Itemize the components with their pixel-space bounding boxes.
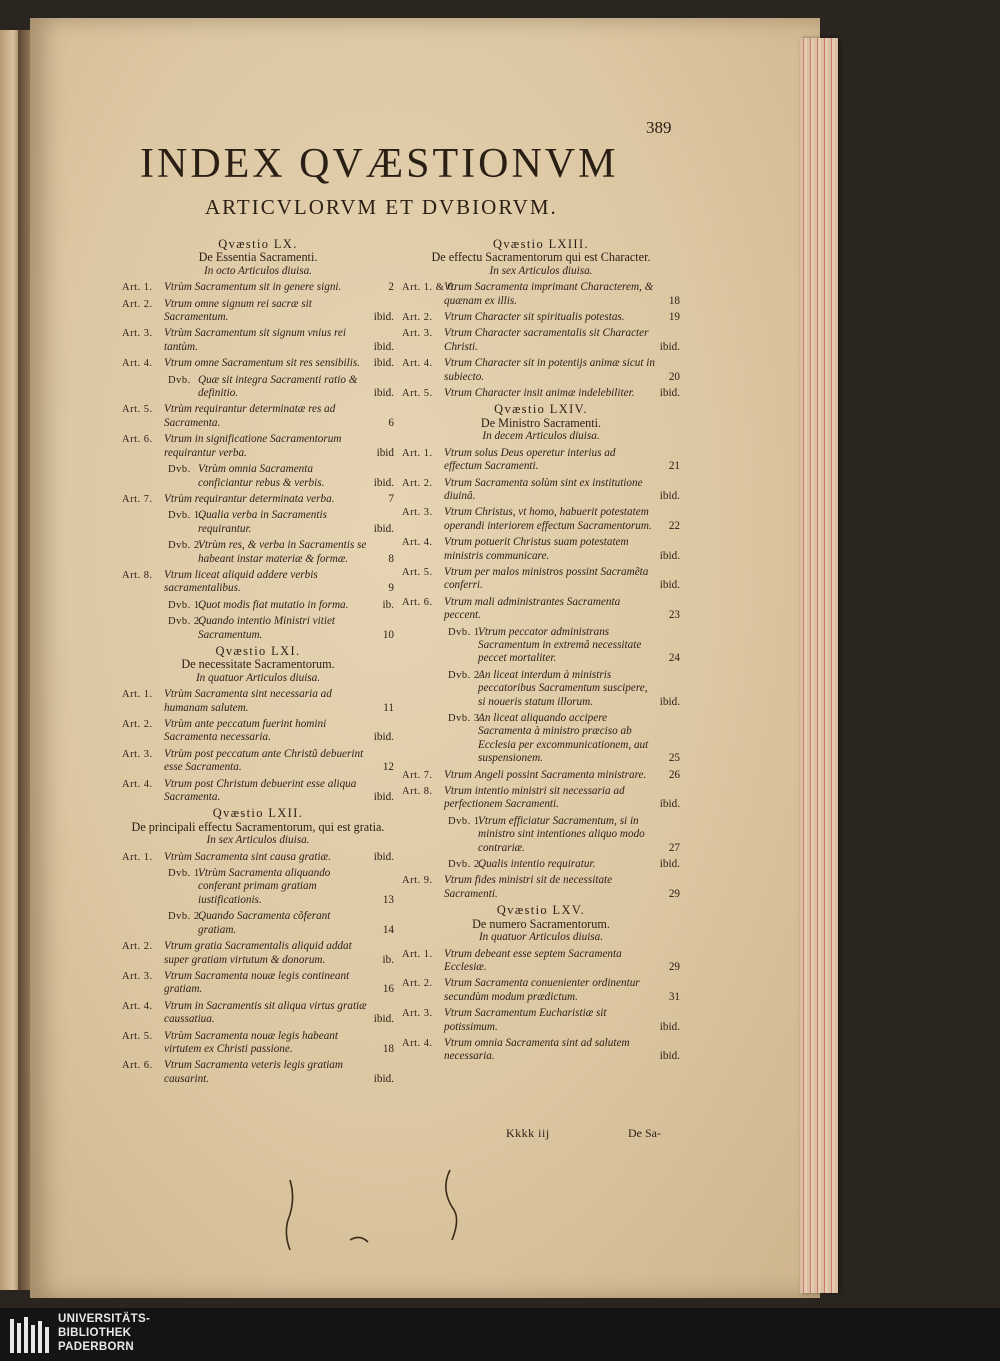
entry-text: Vtrùm Sacramenta sint necessaria ad humanam salutem. 11 bbox=[164, 688, 394, 714]
dubium-entry bbox=[448, 712, 680, 766]
entry-label: Art. 3. bbox=[122, 970, 153, 982]
entry-label: Art. 8. bbox=[402, 786, 433, 798]
entry-text: Vtrum gratia Sacramentalis aliquid addat super gratiam virtutum & donorum. ib. bbox=[164, 940, 394, 966]
article-entry bbox=[402, 387, 680, 400]
entry-text: Vtrùm Sacramenta sint causa gratiæ. ibid. bbox=[164, 850, 394, 863]
question-title: De Ministro Sacramenti. bbox=[480, 415, 602, 430]
entry-text: Vtrum Character sit spiritualis potestas. 19 bbox=[444, 311, 680, 324]
entry-label: Art. 4. bbox=[402, 358, 433, 370]
entry-text: Vtrum Character insit animæ indelebiliter. ibid. bbox=[444, 387, 680, 400]
entry-text: Vtrum omne Sacramentum sit res sensibilis. ibid. bbox=[164, 357, 394, 370]
entry-text: Quot modis fiat mutatio in forma. ib. bbox=[198, 598, 394, 611]
article-entry bbox=[402, 281, 680, 308]
entry-label: Art. 4. bbox=[402, 537, 433, 549]
article-entry bbox=[122, 688, 394, 715]
entry-text: Vtrùm res, & verba in Sacramentis se habeant instar materiæ & formæ. 8 bbox=[198, 539, 394, 565]
entry-label: Art. 2. bbox=[402, 477, 433, 489]
entry-page-ref: 25 bbox=[668, 752, 680, 765]
entry-page-ref: ibid. bbox=[373, 340, 394, 353]
question-title: De necessitate Sacramentorum. bbox=[181, 657, 335, 672]
entry-label: Art. 1. & 6. bbox=[402, 282, 457, 294]
entry-page-ref: 22 bbox=[668, 519, 680, 532]
entry-label: Art. 9. bbox=[402, 875, 433, 887]
entry-label: Art. 2. bbox=[402, 978, 433, 990]
article-entry bbox=[122, 851, 394, 864]
question-section bbox=[402, 238, 680, 400]
entry-label: Art. 1. bbox=[122, 282, 153, 294]
entry-text: Vtrum fides ministri sit de necessitate Sacramenti. 29 bbox=[444, 874, 680, 900]
entry-label: Dvb. 1. bbox=[168, 868, 203, 880]
entry-page-ref: ibid bbox=[376, 446, 394, 459]
dubium-entry bbox=[168, 509, 394, 536]
entry-label: Dvb. 2. bbox=[168, 616, 203, 628]
question-title: De effectu Sacramentorum qui est Character. bbox=[431, 250, 651, 265]
entry-label: Dvb. bbox=[168, 464, 191, 476]
page-title: INDEX QVÆSTIONVM bbox=[140, 141, 619, 187]
index-column-left bbox=[122, 236, 394, 1089]
dubium-entry bbox=[168, 910, 394, 937]
entry-text: Vtrùm omnia Sacramenta conficiantur rebus & verbis. ibid. bbox=[198, 463, 394, 489]
entry-page-ref: 27 bbox=[668, 841, 680, 854]
entry-label: Art. 2. bbox=[122, 719, 153, 730]
entry-page-ref: 31 bbox=[668, 990, 680, 1003]
entry-text: Vtrum omne signum rei sacræ sit Sacramentum. ibid. bbox=[164, 297, 394, 324]
dubium-entry bbox=[168, 867, 394, 907]
question-division-note: In quatuor Articulos diuisa. bbox=[478, 931, 604, 944]
entry-page-ref: 12 bbox=[382, 761, 394, 774]
entry-page-ref: ibid. bbox=[373, 1013, 394, 1026]
entry-text: Vtrum post Christum debuerint esse aliqua Sacramenta. ibid. bbox=[164, 777, 394, 804]
entry-text: Vtrum intentio ministri sit necessaria ad perfectionem Sacramenti. ibid. bbox=[444, 785, 680, 811]
entry-page-ref: ibid. bbox=[659, 1020, 680, 1033]
entry-page-ref: 24 bbox=[668, 652, 680, 665]
entry-page-ref: 29 bbox=[668, 887, 680, 900]
dubium-entry bbox=[448, 858, 680, 871]
entry-text: Vtrùm Sacramentum sit in genere signi. 2 bbox=[164, 281, 394, 294]
entry-page-ref: 20 bbox=[668, 370, 680, 383]
entry-label: Art. 3. bbox=[402, 507, 433, 519]
entry-text: Vtrùm Sacramentum sit signum vnius rei tantùm. ibid. bbox=[164, 327, 394, 353]
dubium-entry bbox=[168, 539, 394, 566]
article-entry bbox=[122, 1059, 394, 1086]
entry-page-ref: 13 bbox=[382, 893, 394, 906]
entry-text: Vtrum liceat aliquid addere verbis sacramentalibus. 9 bbox=[164, 568, 394, 595]
entry-label: Dvb. 2. bbox=[168, 540, 203, 552]
entry-label: Dvb. 1. bbox=[448, 626, 483, 638]
entry-label: Art. 3. bbox=[122, 328, 153, 340]
entry-label: Dvb. 2. bbox=[168, 911, 203, 923]
entry-text: Vtrum Sacramenta nouæ legis contineant gratiam. 16 bbox=[164, 969, 394, 996]
page-edges-red bbox=[800, 38, 838, 1293]
entry-text: Vtrum Sacramenta veteris legis gratiam causarint. ibid. bbox=[164, 1059, 394, 1085]
entry-text: Quando Sacramenta cõferant gratiam. 14 bbox=[198, 910, 394, 936]
entry-label: Art. 2. bbox=[122, 941, 153, 953]
entry-page-ref: ibid. bbox=[373, 476, 394, 489]
question-heading: Qvæstio LX. bbox=[218, 237, 298, 251]
article-entry bbox=[122, 778, 394, 805]
article-entry bbox=[122, 748, 394, 775]
question-heading: Qvæstio LXV. bbox=[496, 903, 586, 918]
entry-page-ref: ibid. bbox=[659, 1050, 680, 1063]
entry-page-ref: 21 bbox=[668, 460, 680, 473]
entry-page-ref: 18 bbox=[668, 294, 680, 307]
article-entry bbox=[122, 718, 394, 745]
dubium-entry bbox=[168, 374, 394, 401]
entry-label: Dvb. 1. bbox=[168, 510, 203, 522]
article-entry bbox=[402, 536, 680, 563]
entry-label: Art. 6. bbox=[402, 596, 433, 608]
entry-page-ref: ib. bbox=[382, 598, 394, 611]
question-section bbox=[402, 904, 680, 1063]
entry-page-ref: ibid. bbox=[659, 798, 680, 811]
entry-label: Art. 1. bbox=[122, 689, 153, 701]
entry-text: Vtrùm ante peccatum fuerint homini Sacramenta necessaria. ibid. bbox=[164, 718, 394, 744]
entry-page-ref: 2 bbox=[388, 281, 394, 294]
entry-text: Qualia verba in Sacramentis requirantur. ibid. bbox=[198, 509, 394, 535]
entry-text: Vtrum solus Deus operetur interius ad effectum Sacramenti. 21 bbox=[444, 446, 680, 473]
entry-text: Vtrum potuerit Christus suam potestatem ministris communicare. ibid. bbox=[444, 536, 680, 562]
entry-page-ref: ibid. bbox=[373, 731, 394, 744]
question-section bbox=[122, 645, 394, 804]
entry-page-ref: ibid. bbox=[373, 522, 394, 535]
entry-page-ref: ibid. bbox=[373, 357, 394, 370]
entry-text: Vtrum Character sit in potentijs animæ sicut in subiecto. 20 bbox=[444, 357, 680, 383]
entry-label: Art. 5. bbox=[122, 1030, 153, 1042]
entry-text: Qualis intentio requiratur. ibid. bbox=[478, 858, 680, 871]
dubium-entry bbox=[168, 615, 394, 642]
article-entry bbox=[402, 874, 680, 901]
article-entry bbox=[122, 493, 394, 506]
article-entry bbox=[402, 769, 680, 782]
entry-page-ref: ibid. bbox=[373, 850, 394, 863]
article-entry bbox=[122, 970, 394, 997]
dubium-entry bbox=[168, 463, 394, 490]
dubium-entry bbox=[448, 669, 680, 709]
entry-page-ref: 10 bbox=[382, 628, 394, 641]
entry-label: Art. 7. bbox=[122, 493, 153, 505]
entry-page-ref: ibid. bbox=[373, 387, 394, 400]
article-entry bbox=[402, 447, 680, 474]
entry-label: Art. 8. bbox=[122, 569, 153, 581]
question-heading: Qvæstio LXI. bbox=[215, 643, 301, 658]
article-entry bbox=[402, 977, 680, 1004]
entry-page-ref: ibid. bbox=[659, 549, 680, 562]
entry-page-ref: 18 bbox=[382, 1042, 394, 1055]
entry-text: Vtrùm Sacramenta aliquando conferant primam gratiam iustificationis. 13 bbox=[198, 867, 394, 906]
question-title: De Essentia Sacramenti. bbox=[198, 250, 318, 265]
entry-page-ref: 9 bbox=[388, 582, 394, 595]
entry-label: Dvb. bbox=[168, 374, 191, 386]
article-entry bbox=[402, 477, 680, 504]
entry-text: Quæ sit integra Sacramenti ratio & definitio. ibid. bbox=[198, 373, 394, 400]
question-section bbox=[122, 238, 394, 642]
entry-page-ref: 11 bbox=[383, 701, 394, 714]
library-name bbox=[58, 1312, 150, 1354]
entry-text: Vtrum peccator administrans Sacramentum in extremâ necessitate peccet mortaliter. 24 bbox=[478, 625, 680, 665]
article-entry bbox=[122, 433, 394, 460]
entry-label: Art. 5. bbox=[402, 566, 433, 578]
entry-label: Art. 7. bbox=[402, 769, 433, 781]
entry-label: Art. 2. bbox=[122, 298, 153, 310]
entry-text: Vtrum efficiatur Sacramentum, si in ministro sint intentiones aliquo modo contrariæ. 27 bbox=[478, 814, 680, 854]
article-entry bbox=[122, 281, 394, 294]
entry-text: Vtrum Sacramenta imprimant Characterem, & quænam ex illis. 18 bbox=[444, 281, 680, 307]
entry-page-ref: ibid. bbox=[659, 489, 680, 502]
entry-label: Dvb. 3. bbox=[448, 713, 483, 724]
entry-label: Art. 3. bbox=[402, 328, 433, 340]
entry-page-ref: 6 bbox=[388, 416, 394, 429]
entry-label: Art. 6. bbox=[122, 1060, 153, 1072]
library-name-line: UNIVERSITÄTS- bbox=[58, 1313, 151, 1325]
question-division-note: In decem Articulos diuisa. bbox=[482, 430, 600, 443]
dubium-entry bbox=[448, 815, 680, 855]
entry-text: Vtrum in significatione Sacramentorum requirantur verba. ibid bbox=[164, 433, 394, 459]
entry-page-ref: ibid. bbox=[373, 1072, 394, 1085]
entry-page-ref: 19 bbox=[668, 311, 680, 324]
entry-label: Art. 4. bbox=[402, 1037, 433, 1049]
article-entry bbox=[402, 948, 680, 975]
entry-page-ref: 23 bbox=[668, 609, 680, 622]
question-section bbox=[402, 403, 680, 901]
entry-page-ref: ibid. bbox=[659, 858, 680, 871]
article-entry bbox=[402, 785, 680, 812]
entry-text: Vtrum mali administrantes Sacramenta peccent. 23 bbox=[444, 595, 680, 622]
article-entry bbox=[122, 940, 394, 967]
entry-text: Vtrùm post peccatum ante Christũ debuerint esse Sacramenta. 12 bbox=[164, 747, 394, 774]
entry-label: Art. 6. bbox=[122, 434, 153, 446]
printer-signature: Kkkk iij bbox=[506, 1126, 550, 1140]
entry-label: Dvb. 2. bbox=[448, 669, 483, 681]
page-subtitle: ARTICVLORVM ET DVBIORVM. bbox=[205, 195, 558, 219]
entry-label: Dvb. 1. bbox=[168, 599, 203, 611]
entry-text: Vtrum Christus, vt homo, habuerit potestatem operandi interiorem effectum Sacramentorum. 22 bbox=[444, 506, 680, 532]
entry-page-ref: ibid. bbox=[659, 695, 680, 708]
question-heading: Qvæstio LXII. bbox=[212, 806, 304, 821]
entry-page-ref: ibid. bbox=[373, 311, 394, 324]
entry-label: Art. 5. bbox=[402, 388, 433, 400]
page-number: 389 bbox=[646, 118, 672, 137]
article-entry bbox=[122, 357, 394, 370]
entry-text: Vtrum Character sacramentalis sit Character Christi. ibid. bbox=[444, 327, 680, 353]
question-section bbox=[122, 807, 394, 1086]
entry-page-ref: 7 bbox=[388, 492, 394, 505]
entry-label: Art. 2. bbox=[402, 312, 433, 324]
entry-text: Vtrum omnia Sacramenta sint ad salutem necessaria. ibid. bbox=[444, 1036, 680, 1063]
entry-text: Vtrùm Sacramenta nouæ legis habeant virtutem ex Christi passione. 18 bbox=[164, 1029, 394, 1055]
entry-page-ref: 8 bbox=[388, 552, 394, 565]
entry-label: Art. 1. bbox=[122, 851, 153, 863]
entry-label: Art. 4. bbox=[122, 1000, 153, 1012]
entry-page-ref: 16 bbox=[382, 983, 394, 996]
entry-page-ref: 29 bbox=[668, 960, 680, 973]
margin-scribble-mark bbox=[250, 1160, 550, 1260]
question-title: De numero Sacramentorum. bbox=[472, 916, 610, 931]
entry-text: Vtrum in Sacramentis sit aliqua virtus gratiæ caussatiua. ibid. bbox=[164, 999, 394, 1026]
article-entry bbox=[122, 403, 394, 430]
entry-page-ref: ibid. bbox=[659, 340, 680, 353]
entry-page-ref: ibid. bbox=[373, 791, 394, 804]
article-entry bbox=[122, 1030, 394, 1057]
entry-label: Art. 5. bbox=[122, 404, 153, 416]
question-title: De principali effectu Sacramentorum, qui est gratia. bbox=[131, 819, 385, 834]
entry-label: Dvb. 2. bbox=[448, 859, 483, 871]
entry-text: Vtrum Sacramentum Eucharistiæ sit potissimum. ibid. bbox=[444, 1007, 680, 1033]
article-entry bbox=[402, 596, 680, 623]
question-division-note: In sex Articulos diuisa. bbox=[489, 264, 593, 277]
entry-label: Art. 4. bbox=[122, 778, 153, 790]
entry-text: An liceat aliquando accipere Sacramenta à ministro præciso ab Ecclesia per excommunicationem, aut suspensionem. 25 bbox=[478, 712, 680, 765]
article-entry bbox=[122, 327, 394, 354]
entry-label: Art. 3. bbox=[402, 1008, 433, 1020]
entry-label: Art. 3. bbox=[122, 748, 153, 760]
article-entry bbox=[402, 506, 680, 533]
question-heading: Qvæstio LXIV. bbox=[494, 402, 588, 417]
question-division-note: In quatuor Articulos diuisa. bbox=[195, 671, 321, 684]
entry-text: Quando intentio Ministri vitiet Sacramentum. 10 bbox=[198, 615, 394, 641]
entry-text: Vtrùm requirantur determinata verba. 7 bbox=[164, 492, 394, 505]
entry-label: Dvb. 1. bbox=[448, 815, 483, 827]
article-entry bbox=[402, 357, 680, 384]
library-name-line: BIBLIOTHEK bbox=[58, 1327, 132, 1339]
entry-text: Vtrum Sacramenta conuenienter ordinentur secundùm modum prædictum. 31 bbox=[444, 977, 680, 1003]
entry-page-ref: 14 bbox=[382, 923, 394, 936]
university-library-logo-icon bbox=[8, 1313, 52, 1357]
article-entry bbox=[402, 566, 680, 593]
dubium-entry bbox=[168, 599, 394, 612]
article-entry bbox=[402, 327, 680, 354]
article-entry bbox=[122, 298, 394, 325]
entry-label: Art. 4. bbox=[122, 358, 153, 370]
question-heading: Qvæstio LXIII. bbox=[492, 237, 589, 251]
entry-label: Art. 1. bbox=[402, 948, 433, 960]
article-entry bbox=[122, 1000, 394, 1027]
question-division-note: In sex Articulos diuisa. bbox=[206, 834, 310, 847]
article-entry bbox=[402, 1007, 680, 1034]
entry-text: Vtrum Sacramenta solùm sint ex institutione diuinâ. ibid. bbox=[444, 476, 680, 502]
library-name-line: PADERBORN bbox=[58, 1341, 134, 1353]
entry-page-ref: 26 bbox=[668, 768, 680, 781]
entry-page-ref: ibid. bbox=[659, 579, 680, 592]
article-entry bbox=[402, 311, 680, 324]
entry-text: Vtrum debeant esse septem Sacramenta Ecclesiæ. 29 bbox=[444, 947, 680, 973]
entry-text: An liceat interdum à ministris peccatoribus Sacramentum suscipere, si noueris statum illorum. ibid. bbox=[478, 668, 680, 708]
article-entry bbox=[402, 1037, 680, 1064]
catchword: De Sa- bbox=[628, 1126, 661, 1140]
index-column-right bbox=[402, 236, 680, 1067]
entry-text: Vtrum Angeli possint Sacramenta ministrare. 26 bbox=[444, 768, 680, 781]
article-entry bbox=[122, 569, 394, 596]
question-division-note: In octo Articulos diuisa. bbox=[204, 264, 312, 277]
entry-label: Art. 1. bbox=[402, 447, 433, 459]
dubium-entry bbox=[448, 626, 680, 666]
entry-page-ref: ibid. bbox=[659, 387, 680, 400]
entry-text: Vtrum per malos ministros possint Sacramẽta conferri. ibid. bbox=[444, 565, 680, 592]
entry-page-ref: ib. bbox=[382, 953, 394, 966]
entry-text: Vtrùm requirantur determinatæ res ad Sacramenta. 6 bbox=[164, 403, 394, 429]
